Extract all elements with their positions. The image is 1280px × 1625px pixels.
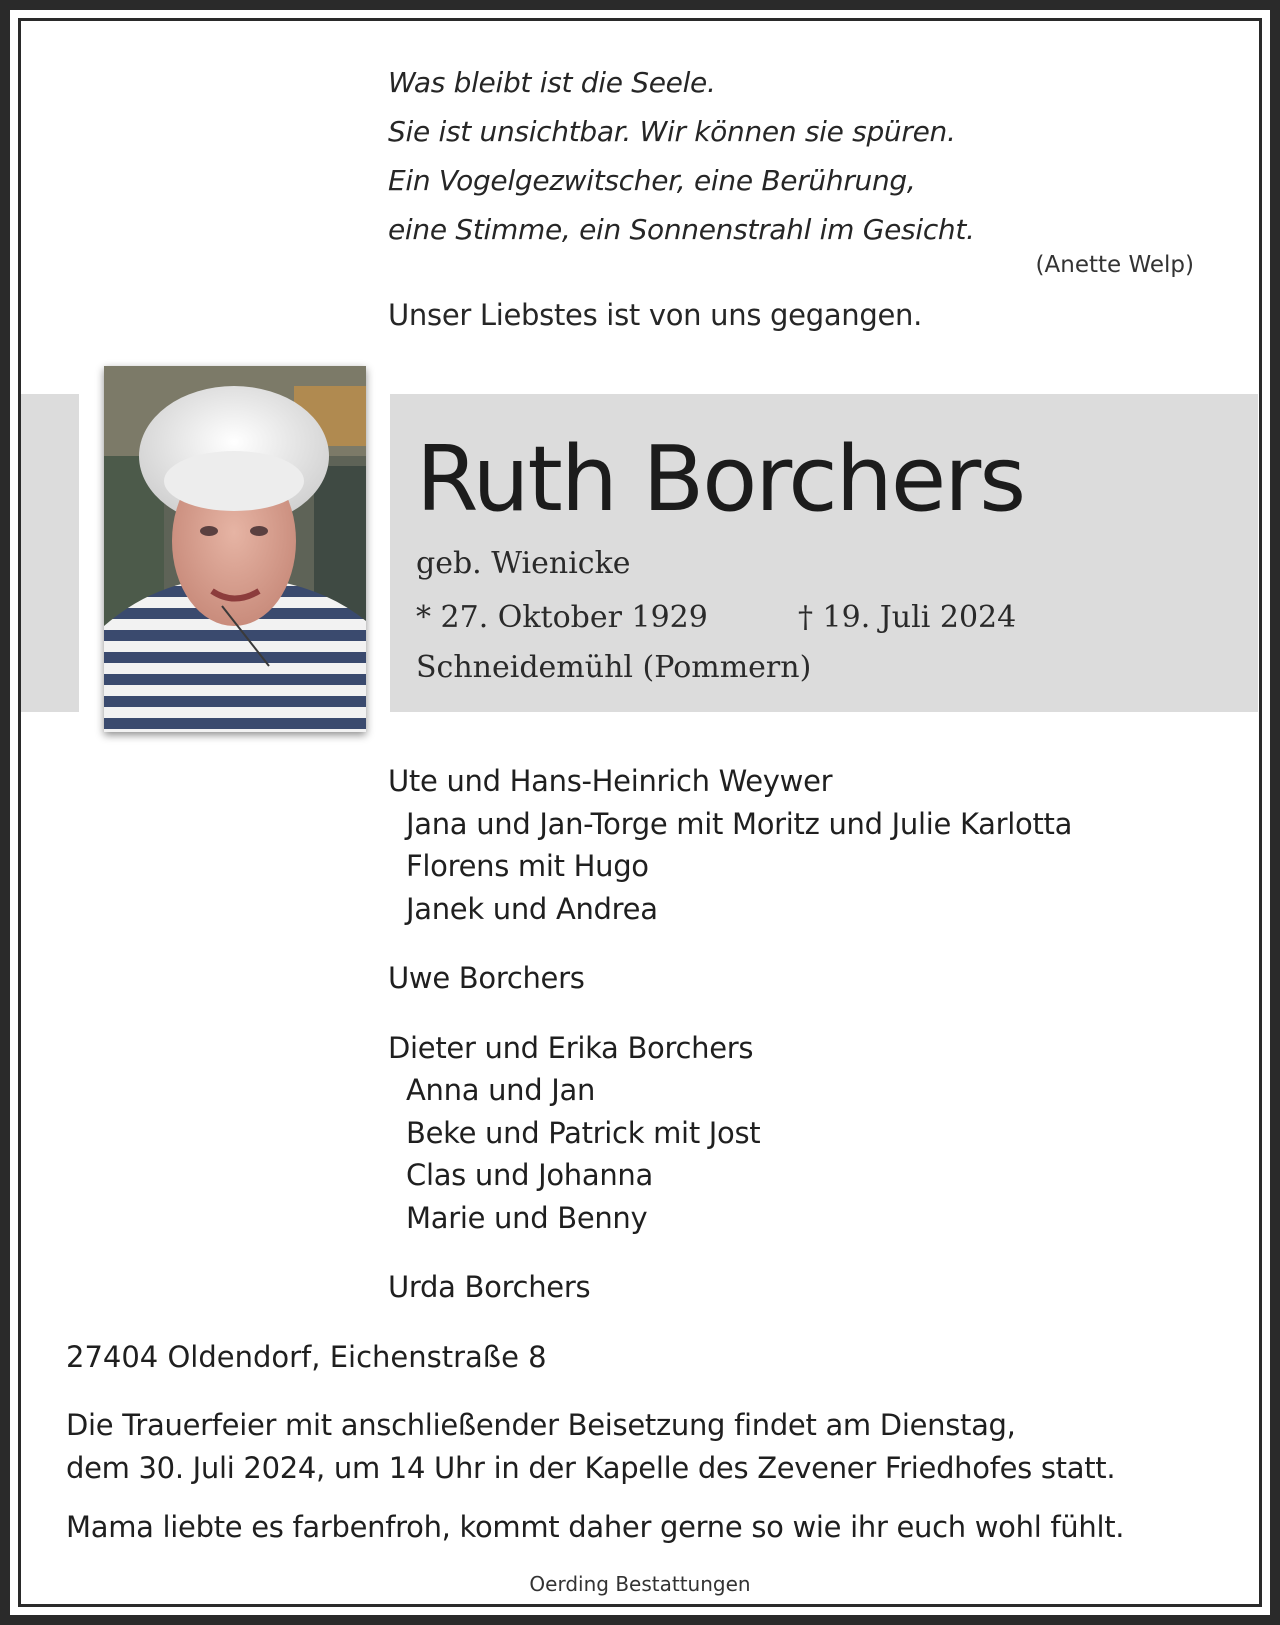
family-address: 27404 Oldendorf, Eichenstraße 8 — [66, 1340, 547, 1374]
poem-line: eine Stimme, ein Sonnenstrahl im Gesicht. — [388, 213, 975, 246]
mourner-line: Ute und Hans-Heinrich Weywer — [388, 764, 833, 798]
mourner-sub-line: Beke und Patrick mit Jost — [406, 1115, 761, 1150]
mourner-sub-line: Jana und Jan-Torge mit Moritz und Julie Karlotta — [406, 806, 1073, 841]
deceased-name: Ruth Borchers — [416, 427, 1025, 532]
mourner-line: Uwe Borchers — [388, 961, 585, 995]
mourner-group — [388, 957, 1248, 1000]
service-notice — [66, 1404, 1226, 1490]
undertaker-name: Oerding Bestattungen — [529, 1572, 751, 1596]
mourner-sub-line: Clas und Johanna — [406, 1158, 653, 1192]
poem-line: Sie ist unsichtbar. Wir können sie spüren. — [388, 115, 956, 148]
mourner-line: Urda Borchers — [388, 1270, 591, 1304]
mourners-list — [388, 760, 1248, 1336]
mourner-sub-line: Janek und Andrea — [406, 891, 658, 926]
mourner-sub-line: Florens mit Hugo — [406, 849, 649, 883]
poem-line: Ein Vogelgezwitscher, eine Berührung, — [388, 164, 916, 197]
birth-date: * 27. Oktober 1929 — [416, 600, 708, 635]
mourner-line: Dieter und Erika Borchers — [388, 1030, 754, 1065]
portrait-photo — [104, 366, 366, 732]
maiden-name: geb. Wienicke — [416, 546, 631, 581]
poem-line: Was bleibt ist die Seele. — [388, 66, 716, 99]
intro-text: Unser Liebstes ist von uns gegangen. — [388, 298, 923, 332]
poem-author: (Anette Welp) — [1035, 252, 1194, 278]
grey-band-left — [21, 394, 79, 712]
death-date: † 19. Juli 2024 — [798, 600, 1017, 635]
mourner-group — [388, 1266, 1248, 1309]
mourner-sub-line: Anna und Jan — [406, 1073, 596, 1107]
mourner-sub-line: Marie und Benny — [406, 1200, 648, 1235]
service-line: dem 30. Juli 2024, um 14 Uhr in der Kapelle des Zevener Friedhofes statt. — [66, 1451, 1116, 1485]
mourner-group — [388, 760, 1248, 930]
dress-note: Mama liebte es farbenfroh, kommt daher gerne so wie ihr euch wohl fühlt. — [66, 1510, 1125, 1544]
mourner-group — [388, 1027, 1248, 1240]
birthplace: Schneidemühl (Pommern) — [416, 650, 812, 685]
poem — [388, 58, 1208, 254]
service-line: Die Trauerfeier mit anschließender Beisetzung findet am Dienstag, — [66, 1408, 1016, 1442]
